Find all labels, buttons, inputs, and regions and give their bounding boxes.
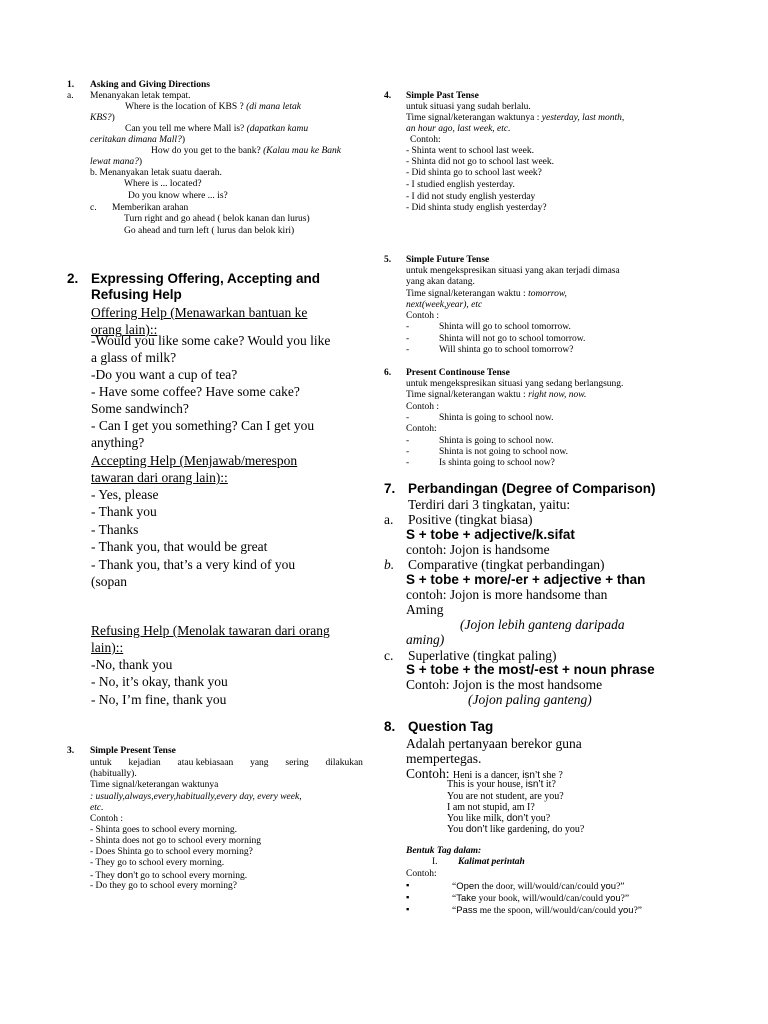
section-3-time-signal: Time signal/keterangan waktunya <box>90 780 219 790</box>
direction-example: ceritakan dimana Mall?) <box>90 135 185 145</box>
example-sentence: Will shinta go to school tomorrow? <box>439 345 574 355</box>
section-1-number: 1. <box>67 80 75 90</box>
bullet-dash: - <box>406 458 410 468</box>
section-2-number: 2. <box>67 271 79 286</box>
question-tag-example: I am not stupid, am I? <box>447 802 535 813</box>
example-sentence: - Does Shinta go to school every morning? <box>90 847 253 857</box>
example-sentence: Shinta will go to school tomorrow. <box>439 322 571 332</box>
section-4-time-signal: an hour ago, last week, etc. <box>406 124 511 134</box>
example-sentence: Shinta is not going to school now. <box>439 447 568 457</box>
example-sentence: - Did shinta study english yesterday? <box>406 203 547 213</box>
section-1-c-label: Memberikan arahan <box>112 203 189 213</box>
offering-example: Some sandwinch? <box>91 401 189 416</box>
section-1-a-letter: a. <box>67 91 74 101</box>
offering-heading: Offering Help (Menawarkan bantuan ke <box>91 305 308 320</box>
section-7-b-label: Comparative (tingkat perbandingan) <box>408 557 605 572</box>
accepting-example: - Thank you <box>91 504 157 519</box>
section-5-description: yang akan datang. <box>406 277 475 287</box>
section-6-time-signal: Time signal/keterangan waktu : right now, now. <box>406 390 587 400</box>
direction-example: Go ahead and turn left ( lurus dan belok kiri) <box>124 226 295 236</box>
section-8-description: mempertegas. <box>406 751 482 766</box>
positive-example: contoh: Jojon is handsome <box>406 542 550 557</box>
section-4-time-signal: Time signal/keterangan waktunya : yesterday, last month, <box>406 113 625 123</box>
section-6-number: 6. <box>384 368 392 378</box>
superlative-translation: (Jojon paling ganteng) <box>468 692 592 707</box>
section-2-title: Refusing Help <box>91 287 182 302</box>
bullet-icon: ▪ <box>406 905 410 915</box>
section-7-a-label: Positive (tingkat biasa) <box>408 512 533 527</box>
section-5-contoh: Contoh : <box>406 311 439 321</box>
section-7-c-letter: c. <box>384 648 394 663</box>
example-sentence: - Shinta went to school last week. <box>406 146 534 156</box>
accepting-example: - Thank you, that’s a very kind of you <box>91 557 296 572</box>
accepting-heading: tawaran dari orang lain):: <box>91 470 228 485</box>
bullet-icon: ▪ <box>406 881 410 891</box>
example-sentence: - Shinta did not go to school last week. <box>406 157 555 167</box>
section-8-title: Question Tag <box>408 719 494 734</box>
example-sentence: - They go to school every morning. <box>90 858 225 868</box>
section-7-intro: Terdiri dari 3 tingkatan, yaitu: <box>408 497 571 512</box>
accepting-heading: Accepting Help (Menjawab/merespon <box>91 453 298 468</box>
section-1-b-label: b. Menanyakan letak suatu daerah. <box>90 168 222 178</box>
section-3-number: 3. <box>67 746 75 756</box>
section-7-c-label: Superlative (tingkat paling) <box>408 648 557 663</box>
comparative-translation: (Jojon lebih ganteng daripada <box>460 617 625 632</box>
accepting-example: - Yes, please <box>91 487 159 502</box>
superlative-formula: S + tobe + the most/-est + noun phrase <box>406 662 655 677</box>
section-8-number: 8. <box>384 719 396 734</box>
offering-example: - Have some coffee? Have some cake? <box>91 384 300 399</box>
offering-example: anything? <box>91 435 145 450</box>
offering-example: a glass of milk? <box>91 350 177 365</box>
question-tag-example: You don’t like gardening, do you? <box>447 824 585 835</box>
direction-example: KBS?) <box>90 113 115 123</box>
tag-form-type: Kalimat perintah <box>458 857 525 867</box>
section-3-description: untuk kejadian atau kebiasaan yang sering dilakukan <box>90 758 363 768</box>
example-sentence: Is shinta going to school now? <box>439 458 555 468</box>
section-4-title: Simple Past Tense <box>406 91 479 101</box>
example-sentence: - I studied english yesterday. <box>406 180 515 190</box>
positive-formula: S + tobe + adjective/k.sifat <box>406 527 575 542</box>
section-6-contoh: Contoh : <box>406 402 439 412</box>
question-tag-example: You like milk, don’t you? <box>447 813 551 824</box>
bullet-dash: - <box>406 447 410 457</box>
direction-example: How do you get to the bank? (Kalau mau ke Bank <box>151 146 341 156</box>
accepting-example: - Thanks <box>91 522 139 537</box>
imperative-example: “Take your book, will/would/can/could you?” <box>452 893 630 904</box>
offering-example: -Do you want a cup of tea? <box>91 367 238 382</box>
section-2-title: Expressing Offering, Accepting and <box>91 271 321 286</box>
question-tag-example: This is your house, isn’t it? <box>447 779 556 790</box>
example-sentence: - Shinta does not go to school every morning <box>90 836 261 846</box>
section-3-title: Simple Present Tense <box>90 746 176 756</box>
section-3-time-signal: etc. <box>90 803 104 813</box>
bullet-dash: - <box>406 436 410 446</box>
section-1-c-letter: c. <box>90 203 97 213</box>
example-sentence: Shinta will not go to school tomorrow. <box>439 334 586 344</box>
tag-form-roman: I. <box>432 857 438 867</box>
bullet-dash: - <box>406 345 410 355</box>
bullet-dash: - <box>406 334 410 344</box>
accepting-example: (sopan <box>91 574 127 589</box>
imperative-example: “Open the door, will/would/can/could you?” <box>452 881 625 892</box>
bullet-dash: - <box>406 322 410 332</box>
section-7-number: 7. <box>384 481 396 496</box>
tag-form-heading: Bentuk Tag dalam: <box>406 846 482 856</box>
direction-example: Where is ... located? <box>124 179 202 189</box>
section-1-a-label: Menanyakan letak tempat. <box>90 91 191 101</box>
example-sentence: - Shinta goes to school every morning. <box>90 825 237 835</box>
tag-form-contoh: Contoh: <box>406 869 437 879</box>
bullet-dash: - <box>406 413 410 423</box>
section-3-time-signal: : usually,always,every,habitually,every day, every week, <box>90 792 302 802</box>
question-tag-example: You are not student, are you? <box>447 791 564 802</box>
refusing-example: - No, it’s okay, thank you <box>91 674 228 689</box>
imperative-example: “Pass me the spoon, will/would/can/could you?” <box>452 905 643 916</box>
section-5-time-signal: next(week,year), etc <box>406 300 483 310</box>
direction-example: Turn right and go ahead ( belok kanan dan lurus) <box>124 214 310 224</box>
section-7-a-letter: a. <box>384 512 394 527</box>
offering-example: - Can I get you something? Can I get you <box>91 418 315 433</box>
direction-example: Can you tell me where Mall is? (dapatkan kamu <box>125 124 309 134</box>
section-6-contoh: Contoh: <box>406 424 437 434</box>
comparative-example: contoh: Jojon is more handsome than <box>406 587 608 602</box>
comparative-example: Aming <box>406 602 444 617</box>
offering-heading: orang lain):: <box>91 322 158 337</box>
bullet-icon: ▪ <box>406 893 410 903</box>
question-tag-example: Contoh: Heni is a dancer, isn’t she ? <box>406 766 563 781</box>
section-8-description: Adalah pertanyaan berekor guna <box>406 736 582 751</box>
example-sentence: - They don’t go to school every morning. <box>90 870 248 881</box>
direction-example: Where is the location of KBS ? (di mana letak <box>125 102 301 112</box>
example-sentence: Shinta is going to school now. <box>439 436 554 446</box>
comparative-translation: aming) <box>406 632 445 647</box>
superlative-example: Contoh: Jojon is the most handsome <box>406 677 603 692</box>
example-sentence: - Do they go to school every morning? <box>90 881 237 891</box>
refusing-example: - No, I’m fine, thank you <box>91 692 227 707</box>
section-4-contoh: Contoh: <box>410 135 441 145</box>
refusing-heading: lain):: <box>91 640 124 655</box>
comparative-formula: S + tobe + more/-er + adjective + than <box>406 572 646 587</box>
section-4-description: untuk situasi yang sudah berlalu. <box>406 102 531 112</box>
section-5-number: 5. <box>384 255 392 265</box>
section-6-title: Present Continouse Tense <box>406 368 510 378</box>
accepting-example: - Thank you, that would be great <box>91 539 268 554</box>
section-5-description: untuk mengekspresikan situasi yang akan terjadi dimasa <box>406 266 620 276</box>
example-sentence: Shinta is going to school now. <box>439 413 554 423</box>
refusing-example: -No, thank you <box>91 657 173 672</box>
section-5-time-signal: Time signal/keterangan waktu : tomorrow, <box>406 289 567 299</box>
offering-example: -Would you like some cake? Would you like <box>91 333 331 348</box>
direction-example: lewat mana?) <box>90 157 142 167</box>
section-6-description: untuk mengekspresikan situasi yang sedang berlangsung. <box>406 379 624 389</box>
section-3-description: (habitually). <box>90 769 137 779</box>
section-1-title: Asking and Giving Directions <box>90 80 210 90</box>
section-5-title: Simple Future Tense <box>406 255 490 265</box>
example-sentence: - I did not study english yesterday <box>406 192 536 202</box>
example-sentence: - Did shinta go to school last week? <box>406 168 542 178</box>
section-7-b-letter: b. <box>384 557 395 572</box>
section-7-title: Perbandingan (Degree of Comparison) <box>408 481 656 496</box>
refusing-heading: Refusing Help (Menolak tawaran dari orang <box>91 623 330 638</box>
section-4-number: 4. <box>384 91 392 101</box>
section-3-contoh: Contoh : <box>90 814 123 824</box>
direction-example: Do you know where ... is? <box>128 191 228 201</box>
